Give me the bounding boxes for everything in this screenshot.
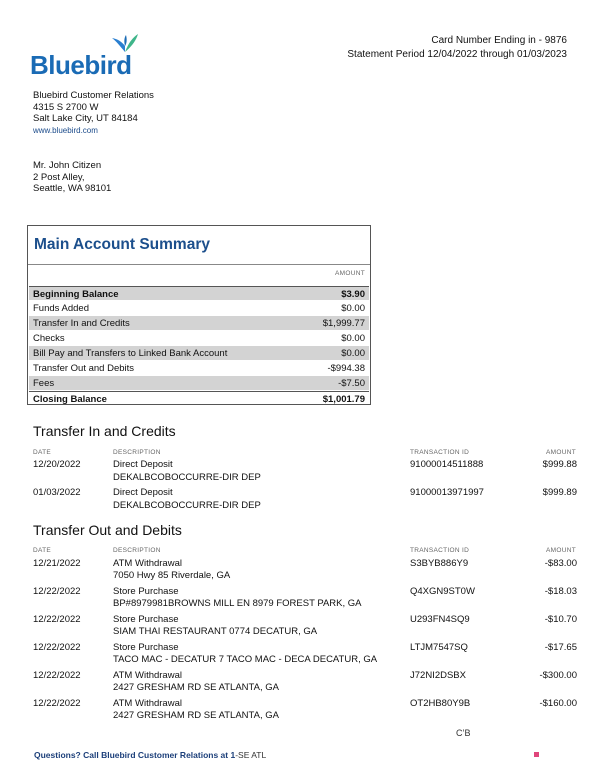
summary-label: Transfer In and Credits [33, 318, 130, 329]
sender-city: Salt Lake City, UT 84184 [33, 113, 138, 124]
recipient-address [33, 160, 111, 195]
logo-text: Bluebird [30, 50, 132, 80]
pink-marker [534, 752, 539, 757]
summary-row-closing [29, 391, 369, 406]
credits-id-header: TRANSACTION ID [410, 449, 470, 456]
txn-id: Q4XGN9ST0W [410, 586, 475, 597]
summary-row [29, 316, 369, 331]
summary-value: $0.00 [341, 333, 365, 344]
debit-row [33, 641, 577, 669]
credits-amount-header: AMOUNT [546, 449, 576, 456]
footer-rest-text: -SE ATL [235, 750, 267, 760]
txn-desc-line2: 2427 GRESHAM RD SE ATLANTA, GA [113, 682, 279, 693]
debits-date-header: DATE [33, 547, 52, 554]
txn-amount: -$83.00 [544, 558, 577, 569]
txn-amount: -$17.65 [544, 642, 577, 653]
footer-questions [34, 750, 266, 760]
summary-value: $0.00 [341, 303, 365, 314]
txn-date: 12/22/2022 [33, 614, 81, 625]
txn-amount: -$300.00 [539, 670, 577, 681]
statement-period: Statement Period 12/04/2022 through 01/03/2023 [347, 49, 567, 60]
summary-label: Bill Pay and Transfers to Linked Bank Account [33, 348, 228, 359]
summary-label: Funds Added [33, 303, 89, 314]
txn-amount: -$160.00 [539, 698, 577, 709]
summary-row [29, 301, 369, 316]
txn-date: 12/22/2022 [33, 698, 81, 709]
credits-date-header: DATE [33, 449, 52, 456]
summary-row [29, 286, 369, 301]
txn-id: S3BYB886Y9 [410, 558, 469, 569]
txn-id: LTJM7547SQ [410, 642, 468, 653]
txn-date: 12/22/2022 [33, 586, 81, 597]
txn-id: U293FN4SQ9 [410, 614, 470, 625]
sender-street: 4315 S 2700 W [33, 101, 99, 113]
txn-desc-line2: 2427 GRESHAM RD SE ATLANTA, GA [113, 710, 279, 721]
debits-amount-header: AMOUNT [546, 547, 576, 554]
page-mark: C’B [456, 728, 471, 738]
credit-row [33, 486, 577, 514]
txn-desc-line1: Store Purchase [113, 586, 179, 597]
summary-value: $0.00 [341, 348, 365, 359]
credits-description-header: DESCRIPTION [113, 449, 161, 456]
sender-name: Bluebird Customer Relations [33, 90, 154, 101]
txn-desc-line2: TACO MAC - DECATUR 7 TACO MAC - DECA DECATUR, GA [113, 654, 378, 665]
main-account-summary [27, 225, 371, 405]
txn-id: 91000013971997 [410, 487, 484, 498]
debit-row [33, 557, 577, 585]
recipient-street: 2 Post Alley, [33, 171, 85, 183]
debit-row [33, 669, 577, 697]
txn-amount: $999.88 [542, 459, 577, 470]
debits-id-header: TRANSACTION ID [410, 547, 470, 554]
card-info [347, 34, 567, 62]
txn-date: 12/20/2022 [33, 459, 81, 470]
txn-desc-line2: BP#8979981BROWNS MILL EN 8979 FOREST PARK, GA [113, 598, 362, 609]
txn-desc-line1: Direct Deposit [113, 487, 173, 498]
sender-website[interactable]: www.bluebird.com [33, 125, 98, 135]
txn-date: 12/22/2022 [33, 642, 81, 653]
txn-desc-line1: Store Purchase [113, 614, 179, 625]
txn-desc-line1: Store Purchase [113, 642, 179, 653]
summary-label: Fees [33, 378, 55, 389]
summary-divider [28, 264, 370, 265]
summary-amount-header: AMOUNT [335, 270, 365, 277]
summary-label: Beginning Balance [33, 289, 119, 300]
footer-bold-text: Questions? Call Bluebird Customer Relations at 1 [34, 750, 236, 760]
recipient-name: Mr. John Citizen [33, 160, 102, 171]
recipient-city: Seattle, WA 98101 [33, 183, 112, 194]
summary-value: $1,001.79 [322, 394, 365, 405]
credit-row [33, 458, 577, 486]
txn-desc-line1: ATM Withdrawal [113, 670, 182, 681]
txn-desc-line2: DEKALBCOBOCCURRE-DIR DEP [113, 500, 261, 511]
credits-title: Transfer In and Credits [33, 423, 176, 439]
summary-label: Checks [33, 333, 65, 344]
summary-rows [29, 286, 369, 406]
txn-desc-line2: DEKALBCOBOCCURRE-DIR DEP [113, 472, 261, 483]
summary-label: Closing Balance [33, 394, 107, 405]
card-number: Card Number Ending in - 9876 [431, 35, 567, 46]
summary-label: Transfer Out and Debits [33, 363, 135, 374]
txn-desc-line2: SIAM THAI RESTAURANT 0774 DECATUR, GA [113, 626, 318, 637]
summary-row [29, 361, 369, 376]
summary-row [29, 376, 369, 391]
txn-amount: -$18.03 [544, 586, 577, 597]
txn-date: 12/22/2022 [33, 670, 81, 681]
txn-id: J72NI2DSBX [410, 670, 466, 681]
debit-row [33, 613, 577, 641]
summary-title: Main Account Summary [34, 236, 210, 253]
debits-description-header: DESCRIPTION [113, 547, 161, 554]
txn-amount: -$10.70 [544, 614, 577, 625]
txn-id: OT2HB80Y9B [410, 698, 471, 709]
summary-value: $1,999.77 [322, 318, 365, 329]
debit-row [33, 697, 577, 725]
summary-value: -$994.38 [327, 363, 365, 374]
summary-row [29, 331, 369, 346]
txn-desc-line1: ATM Withdrawal [113, 698, 182, 709]
summary-value: -$7.50 [338, 378, 365, 389]
summary-value: $3.90 [341, 289, 365, 300]
txn-desc-line1: Direct Deposit [113, 459, 173, 470]
txn-date: 12/21/2022 [33, 558, 81, 569]
debit-row [33, 585, 577, 613]
txn-desc-line2: 7050 Hwy 85 Riverdale, GA [113, 570, 231, 581]
txn-id: 91000014511888 [410, 459, 484, 470]
debits-title: Transfer Out and Debits [33, 522, 182, 538]
bluebird-logo [30, 32, 140, 84]
txn-amount: $999.89 [542, 487, 577, 498]
summary-row [29, 346, 369, 361]
txn-date: 01/03/2022 [33, 487, 81, 498]
sender-address [33, 90, 154, 136]
txn-desc-line1: ATM Withdrawal [113, 558, 182, 569]
